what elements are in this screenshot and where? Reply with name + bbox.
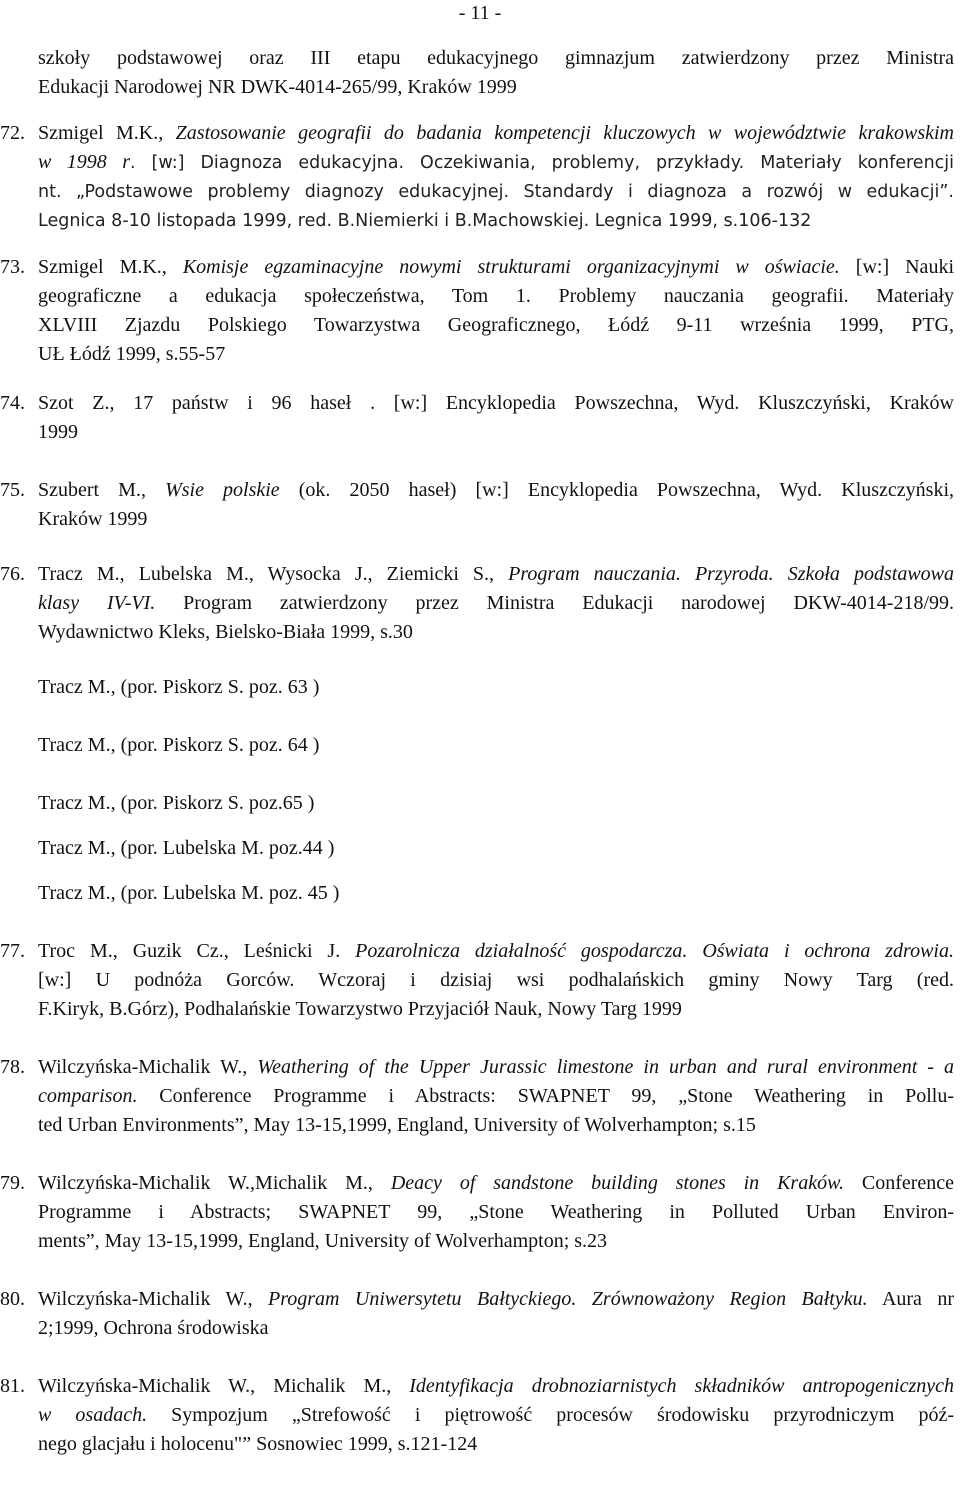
entry-line: nego glacjału i holocenu"” Sosnowiec 1999, s.121-124 (38, 1433, 478, 1455)
entry-author: Szmigel M.K., (38, 122, 176, 144)
bibliography-entry-79 (0, 1169, 960, 1256)
entry-number: 79. (0, 1172, 25, 1194)
entry-title: Program nauczania. Przyroda. Szkoła podstawowa (508, 563, 955, 585)
entry-line: XLVIII Zjazdu Polskiego Towarzystwa Geograficznego, Łódź 9-11 września 1999, PTG, (38, 314, 954, 336)
entry-line: ted Urban Environments”, May 13-15,1999, England, University of Wolverhampton; s.15 (38, 1114, 756, 1136)
cross-reference-entry (0, 834, 960, 863)
bibliography-entry-continuation (0, 44, 960, 102)
entry-line: 1999 (38, 421, 78, 443)
bibliography-entry-81 (0, 1372, 960, 1459)
entry-text: Conference (843, 1172, 955, 1194)
entry-line (38, 119, 954, 148)
entry-author: Szubert M., (38, 479, 166, 501)
entry-line (38, 1053, 954, 1082)
entry-line (38, 1372, 954, 1401)
entry-number: 72. (0, 122, 25, 144)
cross-reference-entry (0, 731, 960, 760)
entry-number: 81. (0, 1375, 25, 1397)
entry-text: Aura nr (867, 1288, 955, 1310)
entry-author: Tracz M., Lubelska M., Wysocka J., Ziemicki S., (38, 563, 509, 585)
entry-title: Wsie polskie (165, 479, 280, 501)
entry-title: klasy IV-VI. (38, 592, 156, 614)
entry-line (38, 560, 954, 589)
entry-number: 78. (0, 1056, 25, 1078)
entry-title: Weathering of the Upper Jurassic limestone in urban and rural environment - a (257, 1056, 955, 1078)
entry-line: Tracz M., (por. Piskorz S. poz. 63 ) (38, 676, 320, 698)
entry-text: Conference Programme i Abstracts: SWAPNET 99, „Stone Weathering in Pollu- (137, 1085, 954, 1107)
entry-author: Wilczyńska-Michalik W.,Michalik M., (38, 1172, 391, 1194)
entry-title: Pozarolnicza działalność gospodarcza. Oświata i ochrona zdrowia. (355, 940, 954, 962)
entry-title: Zastosowanie geografii do badania kompetencji kluczowych w województwie krakowskim (175, 122, 954, 144)
entry-author: Troc M., Guzik Cz., Leśnicki J. (38, 940, 356, 962)
entry-number: 77. (0, 940, 25, 962)
entry-line (38, 476, 954, 505)
entry-text: Program zatwierdzony przez Ministra Edukacji narodowej DKW-4014-218/99. (155, 592, 954, 614)
entry-line: F.Kiryk, B.Górz), Podhalańskie Towarzystwo Przyjaciół Nauk, Nowy Targ 1999 (38, 998, 682, 1020)
entry-line: szkoły podstawowej oraz III etapu edukacyjnego gimnazjum zatwierdzony przez Ministra (38, 47, 954, 69)
bibliography-entry-80 (0, 1285, 960, 1343)
entry-line (38, 1082, 954, 1111)
entry-author: Wilczyńska-Michalik W., Michalik M., (38, 1375, 410, 1397)
entry-number: 73. (0, 256, 25, 278)
bibliography-entry-73 (0, 253, 960, 369)
bibliography-entry-77 (0, 937, 960, 1024)
cross-reference-entry (0, 879, 960, 908)
entry-text: . [w:] Diagnoza edukacyjna. Oczekiwania, problemy, przykłady. Materiały konferencji (130, 153, 955, 173)
cross-reference-entry (0, 789, 960, 818)
entry-line (38, 1169, 954, 1198)
entry-title: Identyfikacja drobnoziarnistych składników antropogenicznych (409, 1375, 954, 1397)
bibliography-entry-74 (0, 389, 960, 447)
entry-line: Tracz M., (por. Piskorz S. poz. 64 ) (38, 734, 320, 756)
entry-line (38, 1401, 954, 1430)
bibliography-entry-78 (0, 1053, 960, 1140)
bibliography-entry-76 (0, 560, 960, 647)
entry-title: w 1998 r (38, 151, 130, 173)
entry-line: Legnica 8-10 listopada 1999, red. B.Niemierki i B.Machowskiej. Legnica 1999, s.106-132 (38, 211, 812, 231)
page-number: - 11 - (458, 2, 502, 24)
entry-title: w osadach. (38, 1404, 148, 1426)
entry-line: Tracz M., (por. Lubelska M. poz. 45 ) (38, 882, 340, 904)
entry-text: (ok. 2050 haseł) [w:] Encyklopedia Powszechna, Wyd. Kluszczyński, (279, 479, 955, 501)
entry-title: comparison. (38, 1085, 138, 1107)
entry-line: [w:] U podnóża Gorców. Wczoraj i dzisiaj wsi podhalańskich gminy Nowy Targ (red. (38, 969, 954, 991)
entry-line: Kraków 1999 (38, 508, 148, 530)
entry-title: Komisje egzaminacyjne nowymi strukturami organizacyjnymi w oświacie. (182, 256, 840, 278)
entry-line: nt. „Podstawowe problemy diagnozy edukacyjnej. Standardy i diagnoza a rozwój w edukacji”. (38, 182, 954, 202)
entry-line: Tracz M., (por. Piskorz S. poz.65 ) (38, 792, 315, 814)
entry-line (38, 937, 954, 966)
entry-author: Wilczyńska-Michalik W., (38, 1056, 258, 1078)
entry-line: UŁ Łódź 1999, s.55-57 (38, 343, 226, 365)
entry-number: 75. (0, 479, 25, 501)
bibliography-entry-75 (0, 476, 960, 534)
entry-author: Wilczyńska-Michalik W., (38, 1288, 268, 1310)
entry-number: 80. (0, 1288, 25, 1310)
entry-text: [w:] Nauki (839, 256, 954, 278)
entry-author: Szmigel M.K., (38, 256, 183, 278)
bibliography-list (0, 44, 960, 1459)
entry-line (38, 253, 954, 282)
entry-line: Programme i Abstracts; SWAPNET 99, „Stone Weathering in Polluted Urban Environ- (38, 1201, 954, 1223)
entry-number: 74. (0, 392, 25, 414)
entry-title: Program Uniwersytetu Bałtyckiego. Zrównoważony Region Bałtyku. (268, 1288, 868, 1310)
entry-text: Sympozjum „Strefowość i piętrowość procesów środowisku przyrodniczym póź- (147, 1404, 954, 1426)
entry-line: Szot Z., 17 państw i 96 haseł . [w:] Encyklopedia Powszechna, Wyd. Kluszczyński, Kraków (38, 392, 954, 414)
bibliography-entry-72 (0, 119, 960, 236)
entry-title: Deacy of sandstone building stones in Kraków. (390, 1172, 844, 1194)
entry-line: Tracz M., (por. Lubelska M. poz.44 ) (38, 837, 335, 859)
entry-line (38, 1285, 954, 1314)
entry-line: Edukacji Narodowej NR DWK-4014-265/99, Kraków 1999 (38, 76, 517, 98)
entry-line: 2;1999, Ochrona środowiska (38, 1317, 269, 1339)
entry-number: 76. (0, 563, 25, 585)
entry-line: geograficzne a edukacja społeczeństwa, Tom 1. Problemy nauczania geografii. Materiały (38, 285, 954, 307)
entry-line (38, 148, 954, 178)
entry-line (38, 589, 954, 618)
entry-line: Wydawnictwo Kleks, Bielsko-Biała 1999, s.30 (38, 621, 413, 643)
entry-line: ments”, May 13-15,1999, England, University of Wolverhampton; s.23 (38, 1230, 608, 1252)
cross-reference-entry (0, 673, 960, 702)
